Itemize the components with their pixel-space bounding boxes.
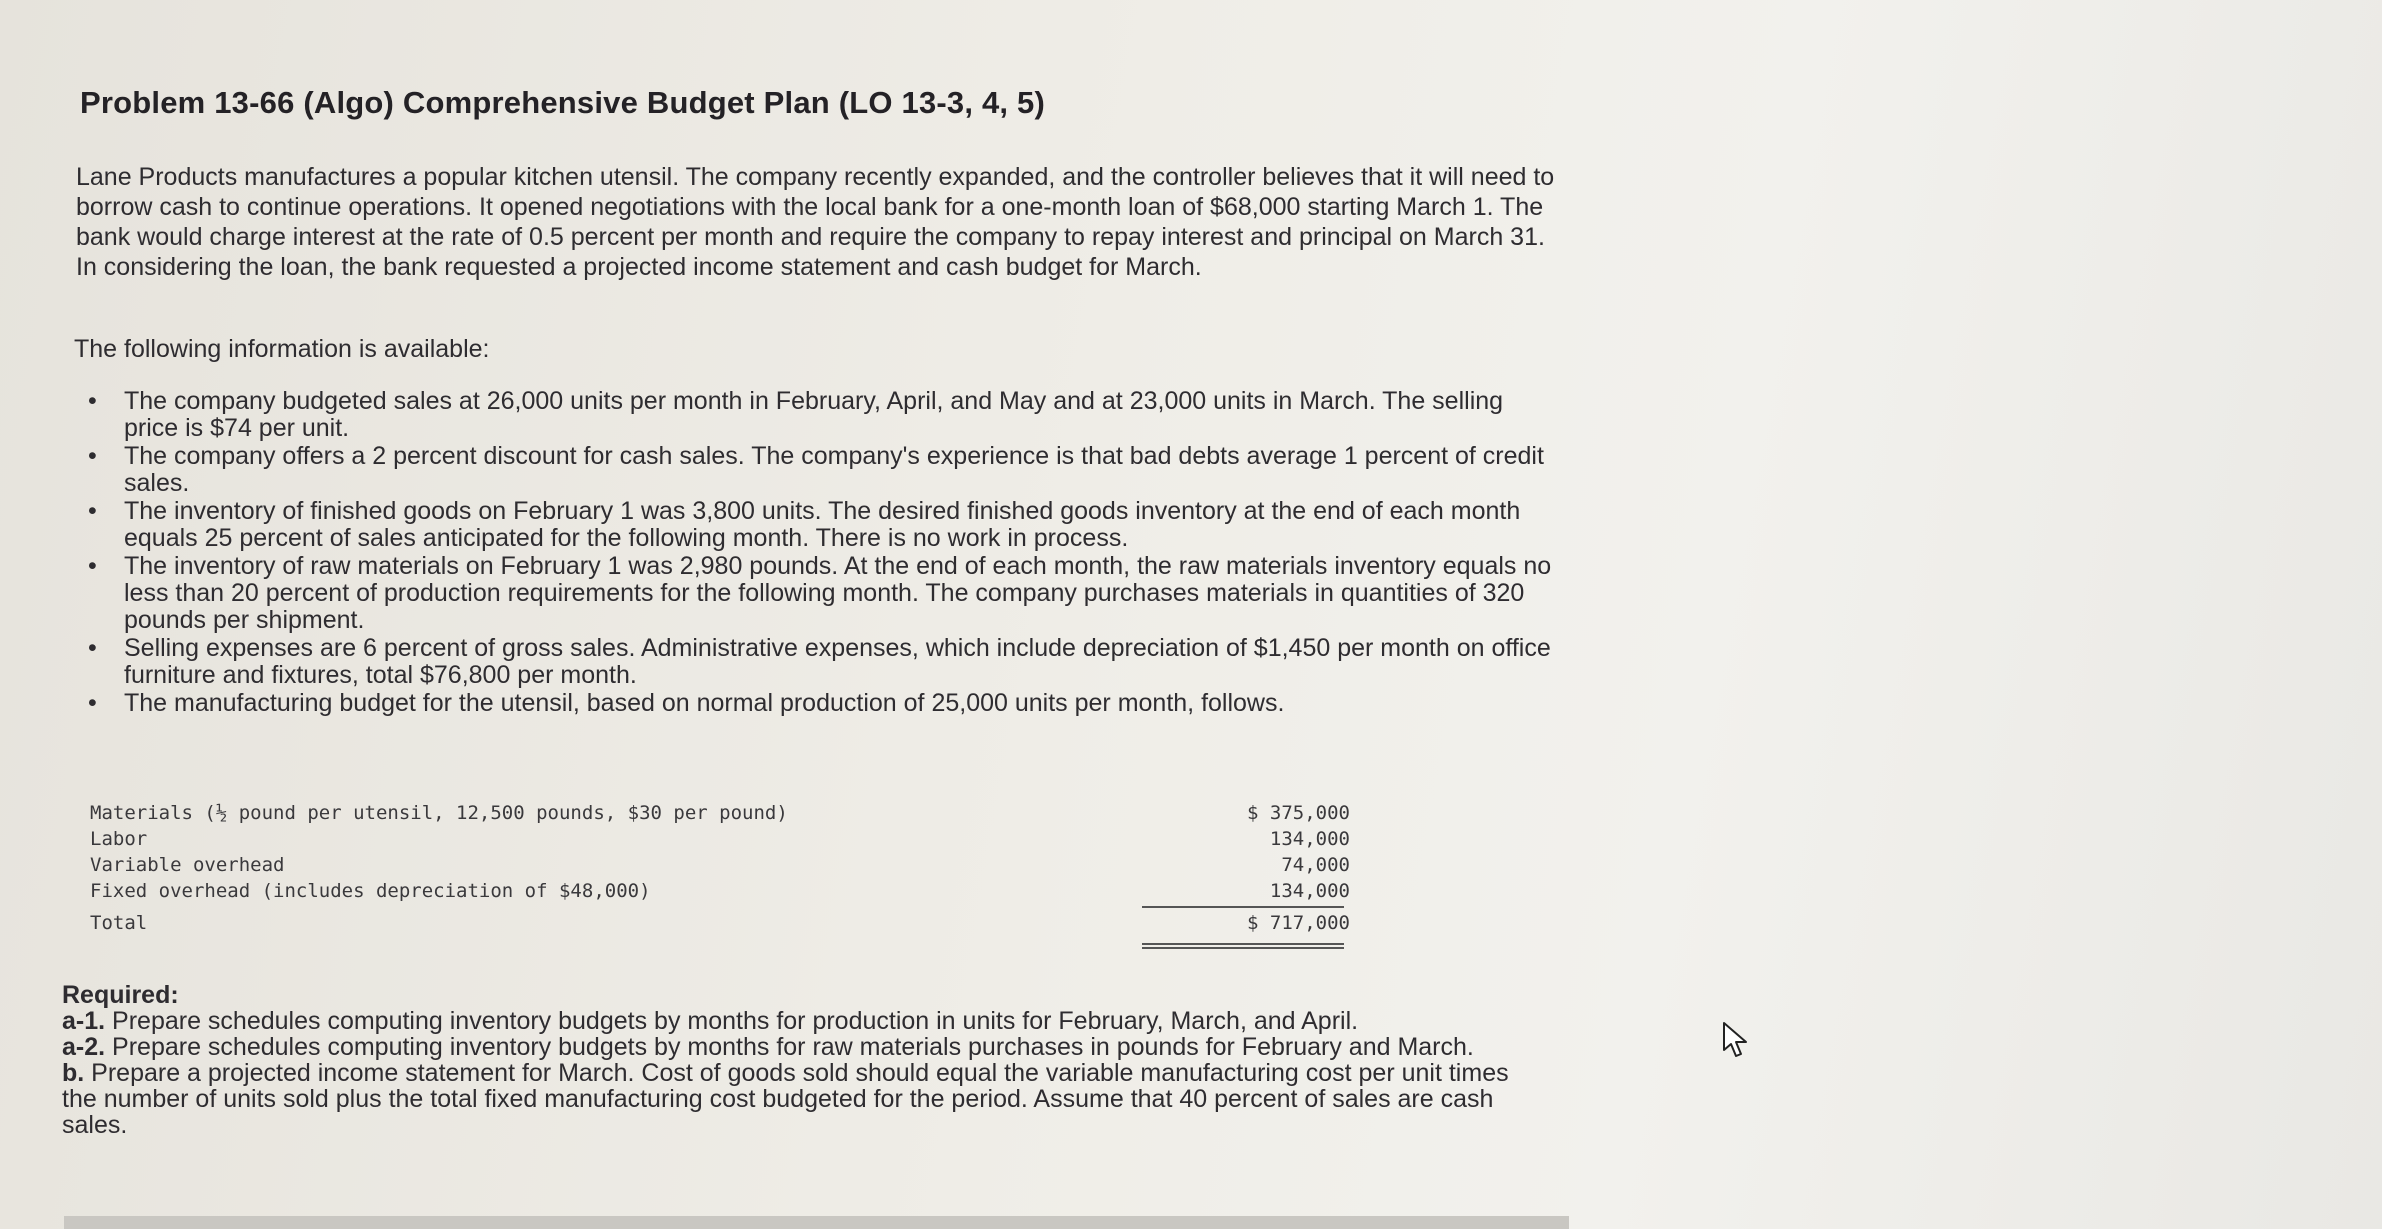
item-tag: a-2. [62, 1033, 106, 1061]
bullet-icon: • [88, 634, 97, 662]
list-item: • The company budgeted sales at 26,000 units per month in February, April, and May and at 23,000 units in March. The selling price is $74 per unit. [88, 387, 1504, 442]
intro-line: In considering the loan, the bank requested a projected income statement and cash budget for March. [76, 253, 1202, 281]
row-label: Materials (½ pound per utensil, 12,500 pounds, $30 per pound) [90, 802, 788, 824]
total-double-rule-top [1142, 943, 1344, 945]
bullet-icon: • [88, 689, 97, 717]
table-row [90, 826, 1350, 852]
row-label: Fixed overhead (includes depreciation of $48,000) [90, 880, 651, 902]
info-bullet-list [88, 388, 1748, 718]
row-label: Labor [90, 828, 148, 850]
list-item: • The company offers a 2 percent discount for cash sales. The company's experience is that bad debts average 1 percent of credit sales. [88, 442, 1544, 497]
item-text: sales. [62, 1111, 128, 1139]
item-text: the number of units sold plus the total fixed manufacturing cost budgeted for the period. Assume that 40 percent of sales are cash [62, 1085, 1494, 1113]
mouse-pointer-icon [1720, 1020, 1756, 1060]
total-amount: $ 717,000 [1247, 912, 1350, 934]
item-text: Prepare a projected income statement for March. Cost of goods sold should equal the variable manufacturing cost per unit times [91, 1059, 1509, 1087]
row-amount: $ 375,000 [1247, 802, 1350, 824]
list-item: • The manufacturing budget for the utensil, based on normal production of 25,000 units per month, follows. [88, 689, 1285, 717]
required-item-a1 [62, 1008, 1722, 1034]
total-row [90, 910, 1350, 936]
list-item: • Selling expenses are 6 percent of gross sales. Administrative expenses, which include depreciation of $1,450 per month on office furniture and fixtures, total $76,800 per month. [88, 634, 1551, 689]
row-label: Variable overhead [90, 854, 285, 876]
list-item: • The inventory of raw materials on February 1 was 2,980 pounds. At the end of each month, the raw materials inventory equals no less than 20 percent of production requirements for the following month. The company purchases materials in quantities of 320 pounds per shipment. [88, 552, 1552, 634]
row-amount: 134,000 [1269, 880, 1350, 902]
item-tag: a-1. [62, 1007, 106, 1035]
required-heading: Required: [62, 981, 179, 1009]
subtotal-rule [1142, 906, 1344, 908]
problem-intro [76, 162, 1756, 282]
required-section [62, 982, 1722, 1138]
row-amount: 74,000 [1281, 854, 1350, 876]
table-row [90, 852, 1350, 878]
manufacturing-budget-table [90, 800, 1350, 936]
bullet-icon: • [88, 442, 97, 470]
intro-line: borrow cash to continue operations. It opened negotiations with the local bank for a one-month loan of $68,000 starting March 1. The [76, 193, 1544, 221]
bullet-icon: • [88, 497, 97, 525]
bullet-icon: • [88, 387, 97, 415]
intro-line: Lane Products manufactures a popular kitchen utensil. The company recently expanded, and the controller believes that it will need to [76, 163, 1555, 191]
table-row [90, 878, 1350, 904]
item-text: Prepare schedules computing inventory budgets by months for raw materials purchases in pounds for February and March. [112, 1033, 1474, 1061]
required-item-a2 [62, 1034, 1722, 1060]
list-item: • The inventory of finished goods on February 1 was 3,800 units. The desired finished goods inventory at the end of each month equals 25 percent of sales anticipated for the following month. There is no work in process. [88, 497, 1521, 552]
info-label: The following information is available: [74, 335, 490, 363]
problem-title: Problem 13-66 (Algo) Comprehensive Budget Plan (LO 13-3, 4, 5) [80, 85, 1045, 120]
total-label: Total [90, 912, 148, 934]
required-item-b [62, 1060, 1722, 1138]
bottom-scroll-bar[interactable] [64, 1216, 1569, 1229]
table-row [90, 800, 1350, 826]
item-tag: b. [62, 1059, 85, 1087]
row-amount: 134,000 [1269, 828, 1350, 850]
bullet-icon: • [88, 552, 97, 580]
item-text: Prepare schedules computing inventory budgets by months for production in units for February, March, and April. [112, 1007, 1359, 1035]
intro-line: bank would charge interest at the rate of 0.5 percent per month and require the company to repay interest and principal on March 31. [76, 223, 1545, 251]
total-double-rule-bottom [1142, 947, 1344, 949]
